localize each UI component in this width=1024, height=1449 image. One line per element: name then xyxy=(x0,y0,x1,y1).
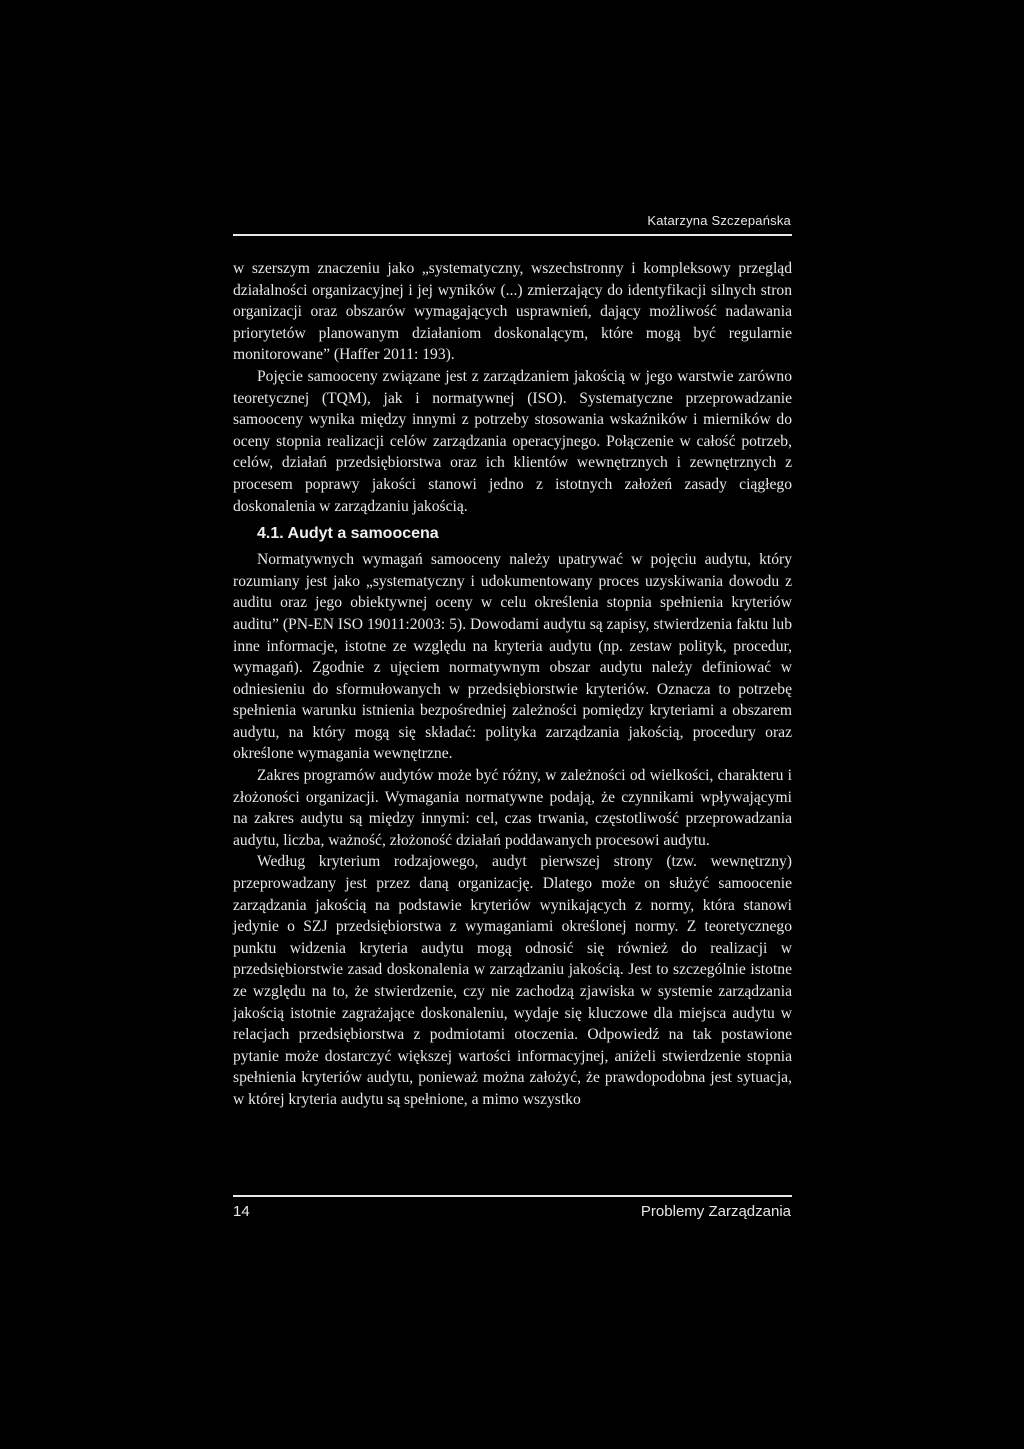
paragraph: Według kryterium rodzajowego, audyt pierwszej strony (tzw. wewnętrzny) przeprowadzany jest przez daną organizację. Dlatego może on służyć samoocenie zarządzania jakością na podstawie kryteriów wynikających z normy, która stanowi jedynie o SZJ przedsiębiorstwa z wymaganiami określonej normy. Z teoretycznego punktu widzenia kryteria audytu mogą odnosić się również do realizacji w przedsiębiorstwie zasad doskonalenia w zarządzaniu jakością. Jest to szczególnie istotne ze względu na to, że stwierdzenie, czy nie zachodzą zjawiska w systemie zarządzania jakością istotnie zagrażające doskonaleniu, wydaje się kluczowe dla miejsca audytu w relacjach przedsiębiorstwa z podmiotami otoczenia. Odpowiedź na tak postawione pytanie może dostarczyć większej wartości informacyjnej, aniżeli stwierdzenie stopnia spełnienia kryteriów audytu, ponieważ można założyć, że prawdopodobna jest sytuacja, w której kryteria audytu są spełnione, a mimo wszystko xyxy=(233,853,792,1108)
running-head-author: Katarzyna Szczepańska xyxy=(647,213,791,228)
page-number: 14 xyxy=(233,1203,250,1220)
paragraph: Zakres programów audytów może być różny, w zależności od wielkości, charakteru i złożoności organizacji. Wymagania normatywne podają, że czynnikami wpływającymi na zakres audytu są między innymi: cel, czas trwania, częstotliwość przeprowadzania audytu, liczba, ważność, złożoność działań poddawanych procesowi audytu. xyxy=(233,767,792,849)
paragraph-continuation: w szerszym znaczeniu jako „systematyczny, wszechstronny i kompleksowy przegląd działalności organizacyjnej i jej wyników (...) zmierzający do identyfikacji silnych stron organizacji oraz obszarów wymagających usprawnień, dający możliwość nadawania priorytetów planowanym działaniom doskonalącym, które mogą być regularnie monitorowane” (Haffer 2011: 193). xyxy=(233,260,792,364)
body-text xyxy=(233,258,792,1111)
paragraph: Pojęcie samooceny związane jest z zarządzaniem jakością w jego warstwie zarówno teoretycznej (TQM), jak i normatywnej (ISO). Systematyczne przeprowadzanie samooceny wynika między innymi z potrzeby stosowania wskaźników i mierników do oceny stopnia realizacji celów zarządzania operacyjnego. Połączenie w całość potrzeb, celów, działań przedsiębiorstwa oraz ich klientów wewnętrznych i zewnętrznych z procesem poprawy jakości stanowi jedno z istotnych założeń zasady ciągłego doskonalenia w zarządzaniu jakością. xyxy=(233,367,792,515)
paragraph: Normatywnych wymagań samooceny należy upatrywać w pojęciu audytu, który rozumiany jest jako „systematyczny i udokumentowany proces uzyskiwania dowodu z auditu oraz jego obiektywnej oceny w celu określenia stopnia spełnienia kryteriów auditu” (PN-EN ISO 19011:2003: 5). Dowodami audytu są zapisy, stwierdzenia faktu lub inne informacje, istotne ze względu na kryteria audytu (np. zestaw polityk, procedur, wymagań). Zgodnie z ujęciem normatywnym obszar audytu należy definiować w odniesieniu do sformułowanych w przedsiębiorstwie kryteriów. Oznacza to potrzebę spełnienia warunku istnienia bezpośredniej zależności pomiędzy kryteriami a obszarem audytu, na który mogą się składać: polityka zarządzania jakością, procedury oraz określone wymagania wewnętrzne. xyxy=(233,551,792,763)
header-rule xyxy=(233,234,792,236)
footer-rule xyxy=(233,1195,792,1197)
section-heading: 4.1. Audyt a samoocena xyxy=(257,525,439,543)
journal-title: Problemy Zarządzania xyxy=(640,1203,791,1220)
